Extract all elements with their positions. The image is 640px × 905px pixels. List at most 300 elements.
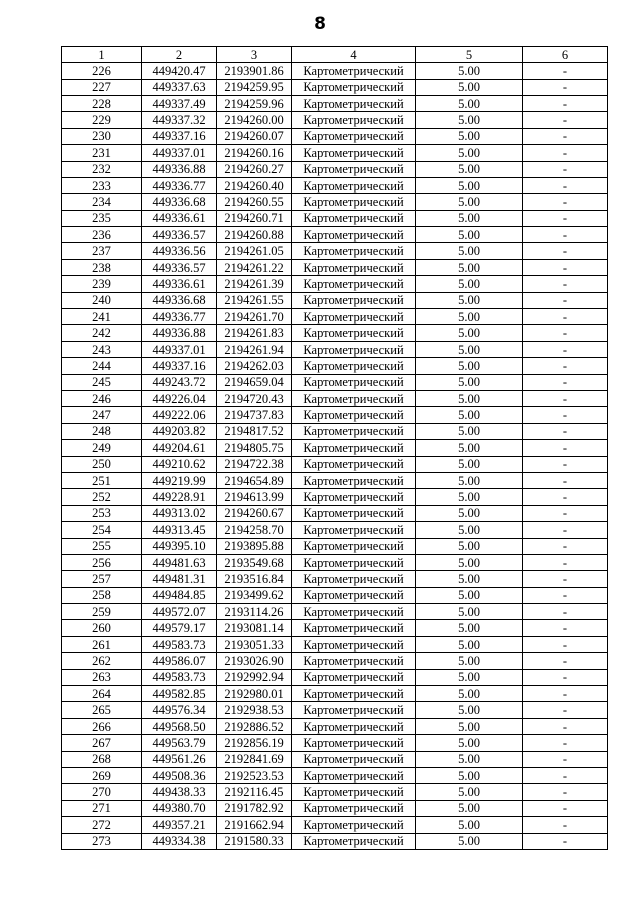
- accuracy-cell: 5.00: [416, 259, 523, 275]
- point-number-cell: 235: [62, 210, 142, 226]
- table-row: [62, 538, 608, 554]
- accuracy-cell: 5.00: [416, 833, 523, 849]
- method-cell: Картометрический: [292, 767, 416, 783]
- x-coordinate-cell: 449336.77: [142, 309, 217, 325]
- point-number-cell: 273: [62, 833, 142, 849]
- y-coordinate-cell: 2194654.89: [217, 472, 292, 488]
- x-coordinate-cell: 449336.57: [142, 227, 217, 243]
- note-cell: -: [523, 423, 608, 439]
- note-cell: -: [523, 79, 608, 95]
- table-row: [62, 95, 608, 111]
- method-cell: Картометрический: [292, 505, 416, 521]
- y-coordinate-cell: 2191662.94: [217, 817, 292, 833]
- table-row: [62, 505, 608, 521]
- note-cell: -: [523, 95, 608, 111]
- y-coordinate-cell: 2194737.83: [217, 407, 292, 423]
- method-cell: Картометрический: [292, 423, 416, 439]
- y-coordinate-cell: 2194261.05: [217, 243, 292, 259]
- method-cell: Картометрический: [292, 472, 416, 488]
- y-coordinate-cell: 2194262.03: [217, 358, 292, 374]
- method-cell: Картометрический: [292, 227, 416, 243]
- point-number-cell: 244: [62, 358, 142, 374]
- page-number: 8: [314, 14, 326, 34]
- table-row: [62, 358, 608, 374]
- point-number-cell: 267: [62, 735, 142, 751]
- point-number-cell: 238: [62, 259, 142, 275]
- column-header-5: 5: [416, 47, 523, 63]
- method-cell: Картометрический: [292, 391, 416, 407]
- method-cell: Картометрический: [292, 718, 416, 734]
- note-cell: -: [523, 767, 608, 783]
- accuracy-cell: 5.00: [416, 489, 523, 505]
- point-number-cell: 226: [62, 63, 142, 79]
- point-number-cell: 245: [62, 374, 142, 390]
- method-cell: Картометрический: [292, 128, 416, 144]
- point-number-cell: 261: [62, 636, 142, 652]
- point-number-cell: 239: [62, 276, 142, 292]
- column-header-3: 3: [217, 47, 292, 63]
- accuracy-cell: 5.00: [416, 604, 523, 620]
- table-header-row: [62, 47, 608, 63]
- point-number-cell: 256: [62, 554, 142, 570]
- point-number-cell: 248: [62, 423, 142, 439]
- table-row: [62, 456, 608, 472]
- x-coordinate-cell: 449313.45: [142, 522, 217, 538]
- method-cell: Картометрический: [292, 571, 416, 587]
- method-cell: Картометрический: [292, 309, 416, 325]
- table-row: [62, 112, 608, 128]
- note-cell: -: [523, 456, 608, 472]
- table-row: [62, 636, 608, 652]
- accuracy-cell: 5.00: [416, 227, 523, 243]
- y-coordinate-cell: 2194261.39: [217, 276, 292, 292]
- note-cell: -: [523, 489, 608, 505]
- x-coordinate-cell: 449337.63: [142, 79, 217, 95]
- note-cell: -: [523, 571, 608, 587]
- y-coordinate-cell: 2193549.68: [217, 554, 292, 570]
- table-row: [62, 79, 608, 95]
- y-coordinate-cell: 2194259.96: [217, 95, 292, 111]
- y-coordinate-cell: 2193516.84: [217, 571, 292, 587]
- x-coordinate-cell: 449561.26: [142, 751, 217, 767]
- table-row: [62, 686, 608, 702]
- note-cell: -: [523, 128, 608, 144]
- note-cell: -: [523, 276, 608, 292]
- method-cell: Картометрический: [292, 800, 416, 816]
- y-coordinate-cell: 2194261.70: [217, 309, 292, 325]
- x-coordinate-cell: 449337.49: [142, 95, 217, 111]
- method-cell: Картометрический: [292, 686, 416, 702]
- note-cell: -: [523, 259, 608, 275]
- point-number-cell: 242: [62, 325, 142, 341]
- y-coordinate-cell: 2194260.71: [217, 210, 292, 226]
- x-coordinate-cell: 449380.70: [142, 800, 217, 816]
- x-coordinate-cell: 449337.01: [142, 341, 217, 357]
- table-row: [62, 276, 608, 292]
- accuracy-cell: 5.00: [416, 95, 523, 111]
- method-cell: Картометрический: [292, 112, 416, 128]
- y-coordinate-cell: 2193901.86: [217, 63, 292, 79]
- method-cell: Картометрический: [292, 358, 416, 374]
- x-coordinate-cell: 449572.07: [142, 604, 217, 620]
- accuracy-cell: 5.00: [416, 341, 523, 357]
- table-row: [62, 128, 608, 144]
- method-cell: Картометрический: [292, 817, 416, 833]
- y-coordinate-cell: 2194613.99: [217, 489, 292, 505]
- y-coordinate-cell: 2192980.01: [217, 686, 292, 702]
- table-row: [62, 341, 608, 357]
- table-row: [62, 177, 608, 193]
- x-coordinate-cell: 449357.21: [142, 817, 217, 833]
- table-row: [62, 489, 608, 505]
- table-row: [62, 718, 608, 734]
- column-header-2: 2: [142, 47, 217, 63]
- note-cell: -: [523, 440, 608, 456]
- table-row: [62, 243, 608, 259]
- note-cell: -: [523, 358, 608, 374]
- x-coordinate-cell: 449337.32: [142, 112, 217, 128]
- method-cell: Картометрический: [292, 587, 416, 603]
- table-row: [62, 767, 608, 783]
- point-number-cell: 269: [62, 767, 142, 783]
- y-coordinate-cell: 2194260.27: [217, 161, 292, 177]
- y-coordinate-cell: 2192886.52: [217, 718, 292, 734]
- point-number-cell: 243: [62, 341, 142, 357]
- table-row: [62, 145, 608, 161]
- accuracy-cell: 5.00: [416, 210, 523, 226]
- point-number-cell: 253: [62, 505, 142, 521]
- x-coordinate-cell: 449210.62: [142, 456, 217, 472]
- table-row: [62, 653, 608, 669]
- x-coordinate-cell: 449586.07: [142, 653, 217, 669]
- point-number-cell: 240: [62, 292, 142, 308]
- x-coordinate-cell: 449336.88: [142, 161, 217, 177]
- note-cell: -: [523, 784, 608, 800]
- point-number-cell: 263: [62, 669, 142, 685]
- y-coordinate-cell: 2194261.22: [217, 259, 292, 275]
- table-row: [62, 669, 608, 685]
- accuracy-cell: 5.00: [416, 309, 523, 325]
- method-cell: Картометрический: [292, 604, 416, 620]
- point-number-cell: 259: [62, 604, 142, 620]
- table-row: [62, 210, 608, 226]
- note-cell: -: [523, 669, 608, 685]
- x-coordinate-cell: 449582.85: [142, 686, 217, 702]
- point-number-cell: 264: [62, 686, 142, 702]
- y-coordinate-cell: 2192116.45: [217, 784, 292, 800]
- x-coordinate-cell: 449226.04: [142, 391, 217, 407]
- accuracy-cell: 5.00: [416, 620, 523, 636]
- note-cell: -: [523, 112, 608, 128]
- note-cell: -: [523, 604, 608, 620]
- y-coordinate-cell: 2194260.55: [217, 194, 292, 210]
- note-cell: -: [523, 833, 608, 849]
- y-coordinate-cell: 2194260.40: [217, 177, 292, 193]
- note-cell: -: [523, 718, 608, 734]
- accuracy-cell: 5.00: [416, 718, 523, 734]
- point-number-cell: 250: [62, 456, 142, 472]
- point-number-cell: 266: [62, 718, 142, 734]
- point-number-cell: 246: [62, 391, 142, 407]
- method-cell: Картометрический: [292, 145, 416, 161]
- y-coordinate-cell: 2194261.55: [217, 292, 292, 308]
- column-header-4: 4: [292, 47, 416, 63]
- table-row: [62, 571, 608, 587]
- method-cell: Картометрический: [292, 374, 416, 390]
- accuracy-cell: 5.00: [416, 735, 523, 751]
- x-coordinate-cell: 449243.72: [142, 374, 217, 390]
- table-row: [62, 735, 608, 751]
- accuracy-cell: 5.00: [416, 243, 523, 259]
- y-coordinate-cell: 2193081.14: [217, 620, 292, 636]
- x-coordinate-cell: 449484.85: [142, 587, 217, 603]
- accuracy-cell: 5.00: [416, 522, 523, 538]
- method-cell: Картометрический: [292, 95, 416, 111]
- x-coordinate-cell: 449337.01: [142, 145, 217, 161]
- note-cell: -: [523, 653, 608, 669]
- point-number-cell: 252: [62, 489, 142, 505]
- x-coordinate-cell: 449203.82: [142, 423, 217, 439]
- note-cell: -: [523, 472, 608, 488]
- table-row: [62, 620, 608, 636]
- table-row: [62, 472, 608, 488]
- y-coordinate-cell: 2194260.07: [217, 128, 292, 144]
- accuracy-cell: 5.00: [416, 800, 523, 816]
- note-cell: -: [523, 243, 608, 259]
- note-cell: -: [523, 407, 608, 423]
- table-row: [62, 702, 608, 718]
- point-number-cell: 270: [62, 784, 142, 800]
- table-row: [62, 227, 608, 243]
- method-cell: Картометрический: [292, 833, 416, 849]
- x-coordinate-cell: 449579.17: [142, 620, 217, 636]
- accuracy-cell: 5.00: [416, 505, 523, 521]
- y-coordinate-cell: 2192841.69: [217, 751, 292, 767]
- method-cell: Картометрический: [292, 784, 416, 800]
- y-coordinate-cell: 2191782.92: [217, 800, 292, 816]
- method-cell: Картометрический: [292, 63, 416, 79]
- y-coordinate-cell: 2194260.00: [217, 112, 292, 128]
- x-coordinate-cell: 449583.73: [142, 669, 217, 685]
- point-number-cell: 230: [62, 128, 142, 144]
- note-cell: -: [523, 620, 608, 636]
- point-number-cell: 234: [62, 194, 142, 210]
- point-number-cell: 233: [62, 177, 142, 193]
- method-cell: Картометрический: [292, 522, 416, 538]
- note-cell: -: [523, 735, 608, 751]
- method-cell: Картометрический: [292, 554, 416, 570]
- y-coordinate-cell: 2194805.75: [217, 440, 292, 456]
- method-cell: Картометрический: [292, 210, 416, 226]
- y-coordinate-cell: 2194258.70: [217, 522, 292, 538]
- accuracy-cell: 5.00: [416, 686, 523, 702]
- table-row: [62, 604, 608, 620]
- method-cell: Картометрический: [292, 161, 416, 177]
- y-coordinate-cell: 2193499.62: [217, 587, 292, 603]
- method-cell: Картометрический: [292, 292, 416, 308]
- x-coordinate-cell: 449481.63: [142, 554, 217, 570]
- x-coordinate-cell: 449313.02: [142, 505, 217, 521]
- accuracy-cell: 5.00: [416, 358, 523, 374]
- x-coordinate-cell: 449219.99: [142, 472, 217, 488]
- y-coordinate-cell: 2193895.88: [217, 538, 292, 554]
- point-number-cell: 265: [62, 702, 142, 718]
- point-number-cell: 232: [62, 161, 142, 177]
- accuracy-cell: 5.00: [416, 374, 523, 390]
- y-coordinate-cell: 2191580.33: [217, 833, 292, 849]
- x-coordinate-cell: 449438.33: [142, 784, 217, 800]
- note-cell: -: [523, 309, 608, 325]
- x-coordinate-cell: 449337.16: [142, 128, 217, 144]
- x-coordinate-cell: 449334.38: [142, 833, 217, 849]
- accuracy-cell: 5.00: [416, 63, 523, 79]
- accuracy-cell: 5.00: [416, 79, 523, 95]
- table-row: [62, 784, 608, 800]
- y-coordinate-cell: 2194261.83: [217, 325, 292, 341]
- method-cell: Картометрический: [292, 636, 416, 652]
- note-cell: -: [523, 800, 608, 816]
- x-coordinate-cell: 449336.68: [142, 292, 217, 308]
- table-row: [62, 522, 608, 538]
- y-coordinate-cell: 2193051.33: [217, 636, 292, 652]
- x-coordinate-cell: 449336.57: [142, 259, 217, 275]
- accuracy-cell: 5.00: [416, 194, 523, 210]
- x-coordinate-cell: 449337.16: [142, 358, 217, 374]
- accuracy-cell: 5.00: [416, 817, 523, 833]
- point-number-cell: 247: [62, 407, 142, 423]
- accuracy-cell: 5.00: [416, 456, 523, 472]
- method-cell: Картометрический: [292, 702, 416, 718]
- y-coordinate-cell: 2194659.04: [217, 374, 292, 390]
- accuracy-cell: 5.00: [416, 784, 523, 800]
- table-row: [62, 325, 608, 341]
- note-cell: -: [523, 325, 608, 341]
- coordinates-table: [61, 46, 608, 850]
- accuracy-cell: 5.00: [416, 767, 523, 783]
- y-coordinate-cell: 2194817.52: [217, 423, 292, 439]
- method-cell: Картометрический: [292, 243, 416, 259]
- note-cell: -: [523, 702, 608, 718]
- accuracy-cell: 5.00: [416, 161, 523, 177]
- method-cell: Картометрический: [292, 259, 416, 275]
- note-cell: -: [523, 751, 608, 767]
- x-coordinate-cell: 449576.34: [142, 702, 217, 718]
- table-row: [62, 259, 608, 275]
- table-row: [62, 554, 608, 570]
- y-coordinate-cell: 2194260.67: [217, 505, 292, 521]
- point-number-cell: 257: [62, 571, 142, 587]
- method-cell: Картометрический: [292, 735, 416, 751]
- table-row: [62, 587, 608, 603]
- y-coordinate-cell: 2192523.53: [217, 767, 292, 783]
- note-cell: -: [523, 817, 608, 833]
- note-cell: -: [523, 227, 608, 243]
- x-coordinate-cell: 449583.73: [142, 636, 217, 652]
- method-cell: Картометрический: [292, 489, 416, 505]
- note-cell: -: [523, 63, 608, 79]
- y-coordinate-cell: 2194260.88: [217, 227, 292, 243]
- point-number-cell: 228: [62, 95, 142, 111]
- accuracy-cell: 5.00: [416, 702, 523, 718]
- accuracy-cell: 5.00: [416, 472, 523, 488]
- accuracy-cell: 5.00: [416, 423, 523, 439]
- note-cell: -: [523, 210, 608, 226]
- method-cell: Картометрический: [292, 79, 416, 95]
- method-cell: Картометрический: [292, 341, 416, 357]
- accuracy-cell: 5.00: [416, 571, 523, 587]
- accuracy-cell: 5.00: [416, 112, 523, 128]
- note-cell: -: [523, 587, 608, 603]
- table-row: [62, 161, 608, 177]
- accuracy-cell: 5.00: [416, 391, 523, 407]
- x-coordinate-cell: 449568.50: [142, 718, 217, 734]
- x-coordinate-cell: 449222.06: [142, 407, 217, 423]
- note-cell: -: [523, 554, 608, 570]
- table-body: [62, 63, 608, 850]
- method-cell: Картометрический: [292, 177, 416, 193]
- note-cell: -: [523, 341, 608, 357]
- x-coordinate-cell: 449395.10: [142, 538, 217, 554]
- method-cell: Картометрический: [292, 751, 416, 767]
- accuracy-cell: 5.00: [416, 669, 523, 685]
- accuracy-cell: 5.00: [416, 145, 523, 161]
- note-cell: -: [523, 161, 608, 177]
- point-number-cell: 249: [62, 440, 142, 456]
- point-number-cell: 268: [62, 751, 142, 767]
- column-header-1: 1: [62, 47, 142, 63]
- note-cell: -: [523, 177, 608, 193]
- accuracy-cell: 5.00: [416, 751, 523, 767]
- point-number-cell: 227: [62, 79, 142, 95]
- accuracy-cell: 5.00: [416, 636, 523, 652]
- x-coordinate-cell: 449336.88: [142, 325, 217, 341]
- x-coordinate-cell: 449336.61: [142, 210, 217, 226]
- note-cell: -: [523, 505, 608, 521]
- x-coordinate-cell: 449336.77: [142, 177, 217, 193]
- note-cell: -: [523, 374, 608, 390]
- table-row: [62, 407, 608, 423]
- y-coordinate-cell: 2192938.53: [217, 702, 292, 718]
- note-cell: -: [523, 522, 608, 538]
- note-cell: -: [523, 636, 608, 652]
- y-coordinate-cell: 2192992.94: [217, 669, 292, 685]
- y-coordinate-cell: 2194261.94: [217, 341, 292, 357]
- table-row: [62, 833, 608, 849]
- table-row: [62, 423, 608, 439]
- y-coordinate-cell: 2194259.95: [217, 79, 292, 95]
- table-row: [62, 309, 608, 325]
- x-coordinate-cell: 449481.31: [142, 571, 217, 587]
- point-number-cell: 254: [62, 522, 142, 538]
- method-cell: Картометрический: [292, 456, 416, 472]
- accuracy-cell: 5.00: [416, 554, 523, 570]
- x-coordinate-cell: 449204.61: [142, 440, 217, 456]
- accuracy-cell: 5.00: [416, 292, 523, 308]
- point-number-cell: 262: [62, 653, 142, 669]
- y-coordinate-cell: 2192856.19: [217, 735, 292, 751]
- accuracy-cell: 5.00: [416, 440, 523, 456]
- accuracy-cell: 5.00: [416, 587, 523, 603]
- method-cell: Картометрический: [292, 669, 416, 685]
- table-row: [62, 292, 608, 308]
- point-number-cell: 260: [62, 620, 142, 636]
- note-cell: -: [523, 686, 608, 702]
- accuracy-cell: 5.00: [416, 407, 523, 423]
- accuracy-cell: 5.00: [416, 128, 523, 144]
- x-coordinate-cell: 449228.91: [142, 489, 217, 505]
- table-row: [62, 751, 608, 767]
- x-coordinate-cell: 449336.56: [142, 243, 217, 259]
